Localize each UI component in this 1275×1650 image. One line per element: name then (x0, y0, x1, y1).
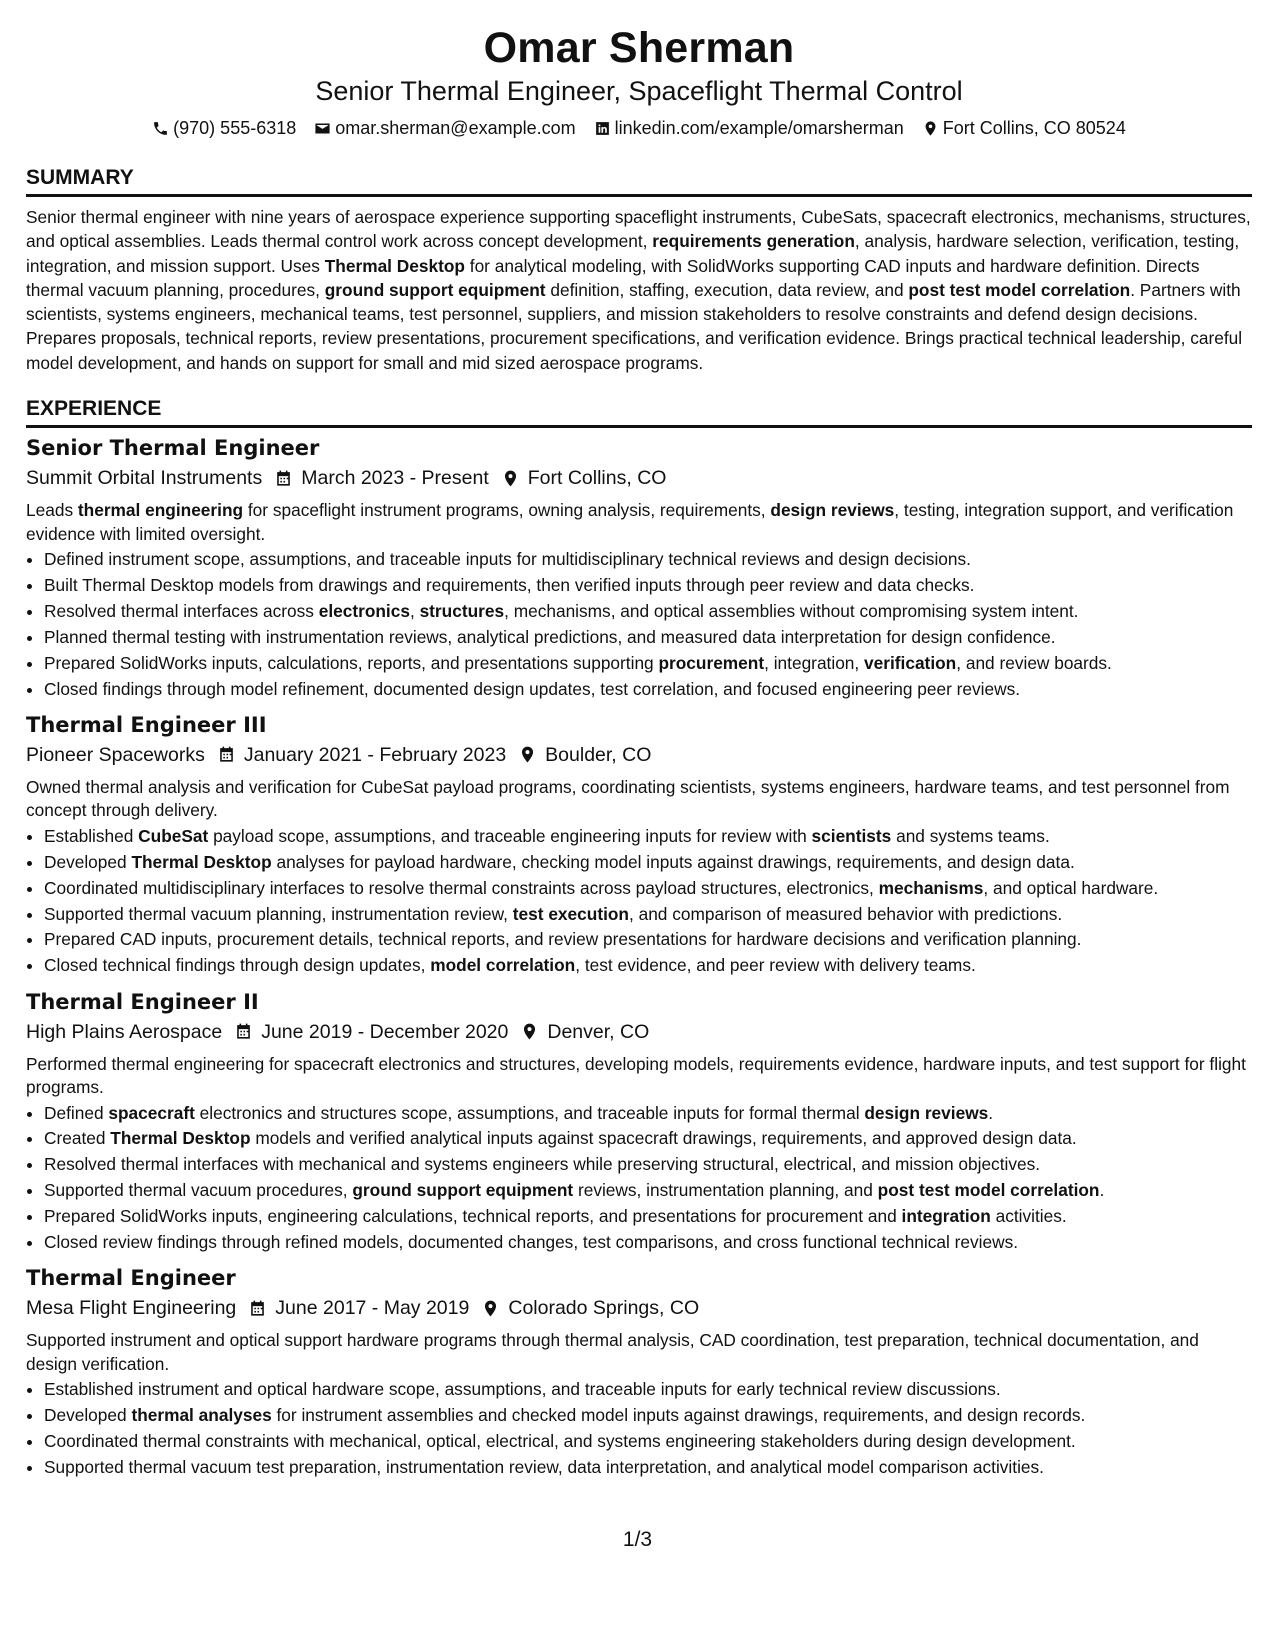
job-bullets (26, 548, 1252, 701)
list-item (44, 954, 1252, 977)
calendar-icon-wrap (274, 469, 293, 488)
summary-text (26, 205, 1252, 375)
contact-phone (152, 118, 296, 139)
text-run: Resolved thermal interfaces across (44, 600, 319, 621)
text-run: , and review boards. (956, 652, 1112, 673)
text-run: Supported thermal vacuum test preparation, instrumentation review, data interpretation, and analytical model comparison activities. (44, 1457, 1044, 1477)
location-pin-icon (922, 120, 939, 137)
text-run: , test evidence, and peer review with delivery teams. (575, 955, 976, 976)
calendar-icon (274, 469, 293, 488)
text-run: Supported thermal vacuum procedures, (44, 1180, 353, 1201)
location-pin-icon (518, 745, 537, 764)
job-entry (26, 711, 1252, 978)
list-item (44, 652, 1252, 675)
bold-keyword: design reviews (770, 500, 895, 521)
job-dates: June 2017 - May 2019 (275, 1297, 470, 1320)
job-bullets (26, 1102, 1252, 1255)
linkedin-icon (594, 120, 611, 137)
bold-keyword: post test model correlation (908, 279, 1131, 300)
text-run: Closed technical findings through design updates, (44, 955, 431, 976)
text-run: Closed review findings through refined models, documented changes, test comparisons, and cross functional technical reviews. (44, 1232, 1019, 1253)
text-run: activities. (990, 1206, 1067, 1227)
text-run: analyses for payload hardware, checking model inputs against drawings, requirements, and design data. (271, 851, 1075, 872)
text-run: for spaceflight instrument programs, owning analysis, requirements, (243, 500, 771, 521)
job-meta (26, 463, 1252, 493)
calendar-icon (248, 1299, 267, 1318)
location-pin-icon (481, 1299, 500, 1318)
experience-list (26, 434, 1252, 1479)
bold-keyword: mechanisms (878, 877, 984, 898)
job-entry (26, 1264, 1252, 1479)
text-run: electronics and structures scope, assumptions, and traceable inputs for formal thermal (194, 1102, 865, 1123)
job-title: Thermal Engineer III (26, 712, 267, 737)
text-run: Developed (44, 851, 132, 872)
job-location: Fort Collins, CO (527, 467, 667, 490)
text-run: Supported instrument and optical support hardware programs through thermal analysis, CAD coordination, test preparation, technical documentation, and design verification. (26, 1330, 1199, 1374)
job-title: Thermal Engineer II (26, 989, 259, 1014)
text-run: Developed (44, 1405, 132, 1426)
job-title: Senior Thermal Engineer (26, 436, 320, 461)
text-run: Planned thermal testing with instrumentation reviews, analytical predictions, and measured data interpretation for design confidence. (44, 626, 1056, 647)
list-item (44, 1404, 1252, 1427)
text-run: Closed findings through model refinement, documented design updates, test correlation, and focused engineering peer reviews. (44, 678, 1021, 699)
list-item (44, 678, 1252, 701)
summary-heading: SUMMARY (26, 164, 1252, 197)
list-item (44, 1231, 1252, 1254)
text-run: Resolved thermal interfaces with mechanical and systems engineers while preserving structural, electrical, and mission objectives. (44, 1154, 1041, 1175)
bold-keyword: integration (901, 1206, 991, 1227)
text-run: , and comparison of measured behavior with predictions. (628, 903, 1063, 924)
bold-keyword: structures (419, 600, 505, 621)
text-run: . (988, 1102, 994, 1123)
bold-keyword: CubeSat (138, 825, 209, 846)
location-pin-icon (501, 469, 520, 488)
calendar-icon-wrap (217, 745, 236, 764)
bold-keyword: design reviews (864, 1102, 989, 1123)
location-pin-icon (520, 1022, 539, 1041)
text-run: . Partners with scientists, systems engineers, mechanical teams, test personnel, suppliers, and mission stakeholders to resolve constraints and defend design decisions. Prepares proposals, technical reports, review presentations, procurement specifications, and verification evidence. Brings practical technical leadership, careful model development, and hands on support for small and mid sized aerospace programs. (26, 279, 1243, 373)
contact-linkedin[interactable] (594, 118, 904, 139)
company-name: Pioneer Spaceworks (26, 743, 205, 766)
text-run: Coordinated thermal constraints with mechanical, optical, electrical, and systems engineering stakeholders during design development. (44, 1431, 1076, 1452)
list-item (44, 903, 1252, 926)
candidate-name: Omar Sherman (483, 24, 795, 72)
job-meta (26, 740, 1252, 770)
job-entry (26, 434, 1252, 701)
page-indicator: 1/3 (622, 1528, 653, 1551)
job-dates: January 2021 - February 2023 (243, 743, 507, 766)
text-run: Built Thermal Desktop models from drawings and requirements, then verified inputs through peer review and data checks. (44, 574, 975, 595)
company-name: Summit Orbital Instruments (26, 467, 263, 490)
text-run: , mechanisms, and optical assemblies without compromising system intent. (504, 600, 1079, 621)
bold-keyword: spacecraft (108, 1102, 195, 1123)
job-bullets (26, 1378, 1252, 1479)
calendar-icon (217, 745, 236, 764)
text-run: Prepared CAD inputs, procurement details, technical reports, and review presentations for hardware decisions and verification planning. (44, 929, 1082, 950)
bold-keyword: thermal engineering (77, 500, 244, 521)
text-run: for instrument assemblies and checked model inputs against drawings, requirements, and design records. (271, 1405, 1086, 1426)
email-icon (314, 120, 331, 137)
job-location: Boulder, CO (545, 743, 652, 766)
text-run: Supported thermal vacuum planning, instrumentation review, (44, 903, 513, 924)
job-dates: June 2019 - December 2020 (261, 1020, 509, 1043)
list-item (44, 1378, 1252, 1401)
text-run: Prepared SolidWorks inputs, engineering calculations, technical reports, and presentations for procurement and (44, 1206, 902, 1227)
text-run: models and verified analytical inputs against spacecraft drawings, requirements, and approved design data. (250, 1128, 1077, 1149)
text-run: , integration, (764, 652, 865, 673)
bold-keyword: requirements generation (652, 231, 855, 252)
calendar-icon (234, 1022, 253, 1041)
contact-email[interactable] (314, 118, 575, 139)
list-item (44, 825, 1252, 848)
job-description (26, 499, 1252, 546)
location-text: Fort Collins, CO 80524 (942, 117, 1126, 138)
calendar-icon-wrap (248, 1299, 267, 1318)
email-text[interactable]: omar.sherman@example.com (335, 117, 576, 138)
bold-keyword: thermal analyses (131, 1405, 272, 1426)
job-description (26, 1329, 1252, 1376)
job-entry (26, 988, 1252, 1255)
text-run: payload scope, assumptions, and traceable engineering inputs for review with (208, 825, 812, 846)
text-run: Prepared SolidWorks inputs, calculations, reports, and presentations supporting (44, 652, 659, 673)
text-run: , and optical hardware. (983, 877, 1159, 898)
text-run: Defined instrument scope, assumptions, and traceable inputs for multidisciplinary technical reviews and design decisions. (44, 549, 971, 570)
text-run: , (409, 600, 420, 621)
job-description (26, 1053, 1252, 1100)
candidate-title: Senior Thermal Engineer, Spaceflight Thermal Control (315, 76, 963, 106)
list-item (44, 1430, 1252, 1453)
text-run: Coordinated multidisciplinary interfaces to resolve thermal constraints across payload structures, electronics, (44, 877, 879, 898)
job-meta (26, 1017, 1252, 1047)
list-item (44, 1127, 1252, 1150)
bold-keyword: ground support equipment (352, 1180, 574, 1201)
text-run: reviews, instrumentation planning, and (573, 1180, 878, 1201)
resume-page (26, 22, 1252, 1482)
text-run: Created (44, 1128, 111, 1149)
phone-text: (970) 555-6318 (173, 117, 297, 138)
bold-keyword: post test model correlation (877, 1180, 1100, 1201)
list-item (44, 574, 1252, 597)
text-run: Owned thermal analysis and verification for CubeSat payload programs, coordinating scientists, systems engineers, hardware teams, and test personnel from concept through delivery. (26, 776, 1230, 821)
calendar-icon-wrap (234, 1022, 253, 1041)
list-item (44, 548, 1252, 571)
location-icon-wrap (518, 745, 537, 764)
bold-keyword: Thermal Desktop (324, 255, 465, 276)
contact-location (922, 118, 1126, 139)
list-item (44, 626, 1252, 649)
location-icon-wrap (501, 469, 520, 488)
linkedin-text[interactable]: linkedin.com/example/omarsherman (614, 117, 904, 138)
job-title: Thermal Engineer (26, 1266, 236, 1291)
text-run: , analysis, hardware selection, verification, testing, integration, and mission support. Uses (26, 231, 1240, 276)
text-run: Established (44, 825, 139, 846)
list-item (44, 1102, 1252, 1125)
list-item (44, 1153, 1252, 1176)
job-description (26, 776, 1252, 823)
location-icon-wrap (481, 1299, 500, 1318)
list-item (44, 1456, 1252, 1479)
text-run: , testing, integration support, and verification evidence with limited oversight. (26, 500, 1234, 544)
text-run: and systems teams. (891, 825, 1050, 846)
text-run: Leads (26, 500, 78, 521)
list-item (44, 877, 1252, 900)
bold-keyword: test execution (512, 903, 629, 924)
bold-keyword: procurement (658, 652, 765, 673)
bold-keyword: scientists (811, 825, 892, 846)
bold-keyword: ground support equipment (324, 279, 546, 300)
company-name: High Plains Aerospace (26, 1020, 223, 1043)
text-run: . (1099, 1180, 1105, 1201)
text-run: Established instrument and optical hardware scope, assumptions, and traceable inputs for early technical review discussions. (44, 1379, 1001, 1400)
job-bullets (26, 825, 1252, 978)
list-item (44, 600, 1252, 623)
job-location: Denver, CO (547, 1020, 650, 1043)
bold-keyword: Thermal Desktop (110, 1128, 251, 1149)
list-item (44, 851, 1252, 874)
contact-line (26, 116, 1252, 140)
experience-heading: EXPERIENCE (26, 395, 1252, 428)
bold-keyword: Thermal Desktop (131, 851, 272, 872)
job-meta (26, 1293, 1252, 1323)
text-run: Senior thermal engineer with nine years of aerospace experience supporting spaceflight instruments, CubeSats, spacecraft electronics, mechanisms, structures, and optical assemblies. Leads thermal control work across concept development, (26, 207, 1251, 252)
text-run: Defined (44, 1102, 109, 1123)
bold-keyword: electronics (318, 600, 410, 621)
company-name: Mesa Flight Engineering (26, 1297, 237, 1320)
text-run: for analytical modeling, with SolidWorks supporting CAD inputs and hardware definition. Directs thermal vacuum planning, procedures, (26, 255, 1200, 300)
location-icon-wrap (520, 1022, 539, 1041)
phone-icon (152, 120, 169, 137)
text-run: Performed thermal engineering for spacecraft electronics and structures, developing models, requirements evidence, hardware inputs, and test support for flight programs. (26, 1053, 1246, 1098)
list-item (44, 1205, 1252, 1228)
job-dates: March 2023 - Present (301, 467, 489, 490)
list-item (44, 928, 1252, 951)
job-location: Colorado Springs, CO (508, 1297, 700, 1320)
bold-keyword: verification (864, 652, 957, 673)
list-item (44, 1179, 1252, 1202)
bold-keyword: model correlation (430, 955, 576, 976)
text-run: definition, staffing, execution, data review, and (545, 279, 909, 300)
